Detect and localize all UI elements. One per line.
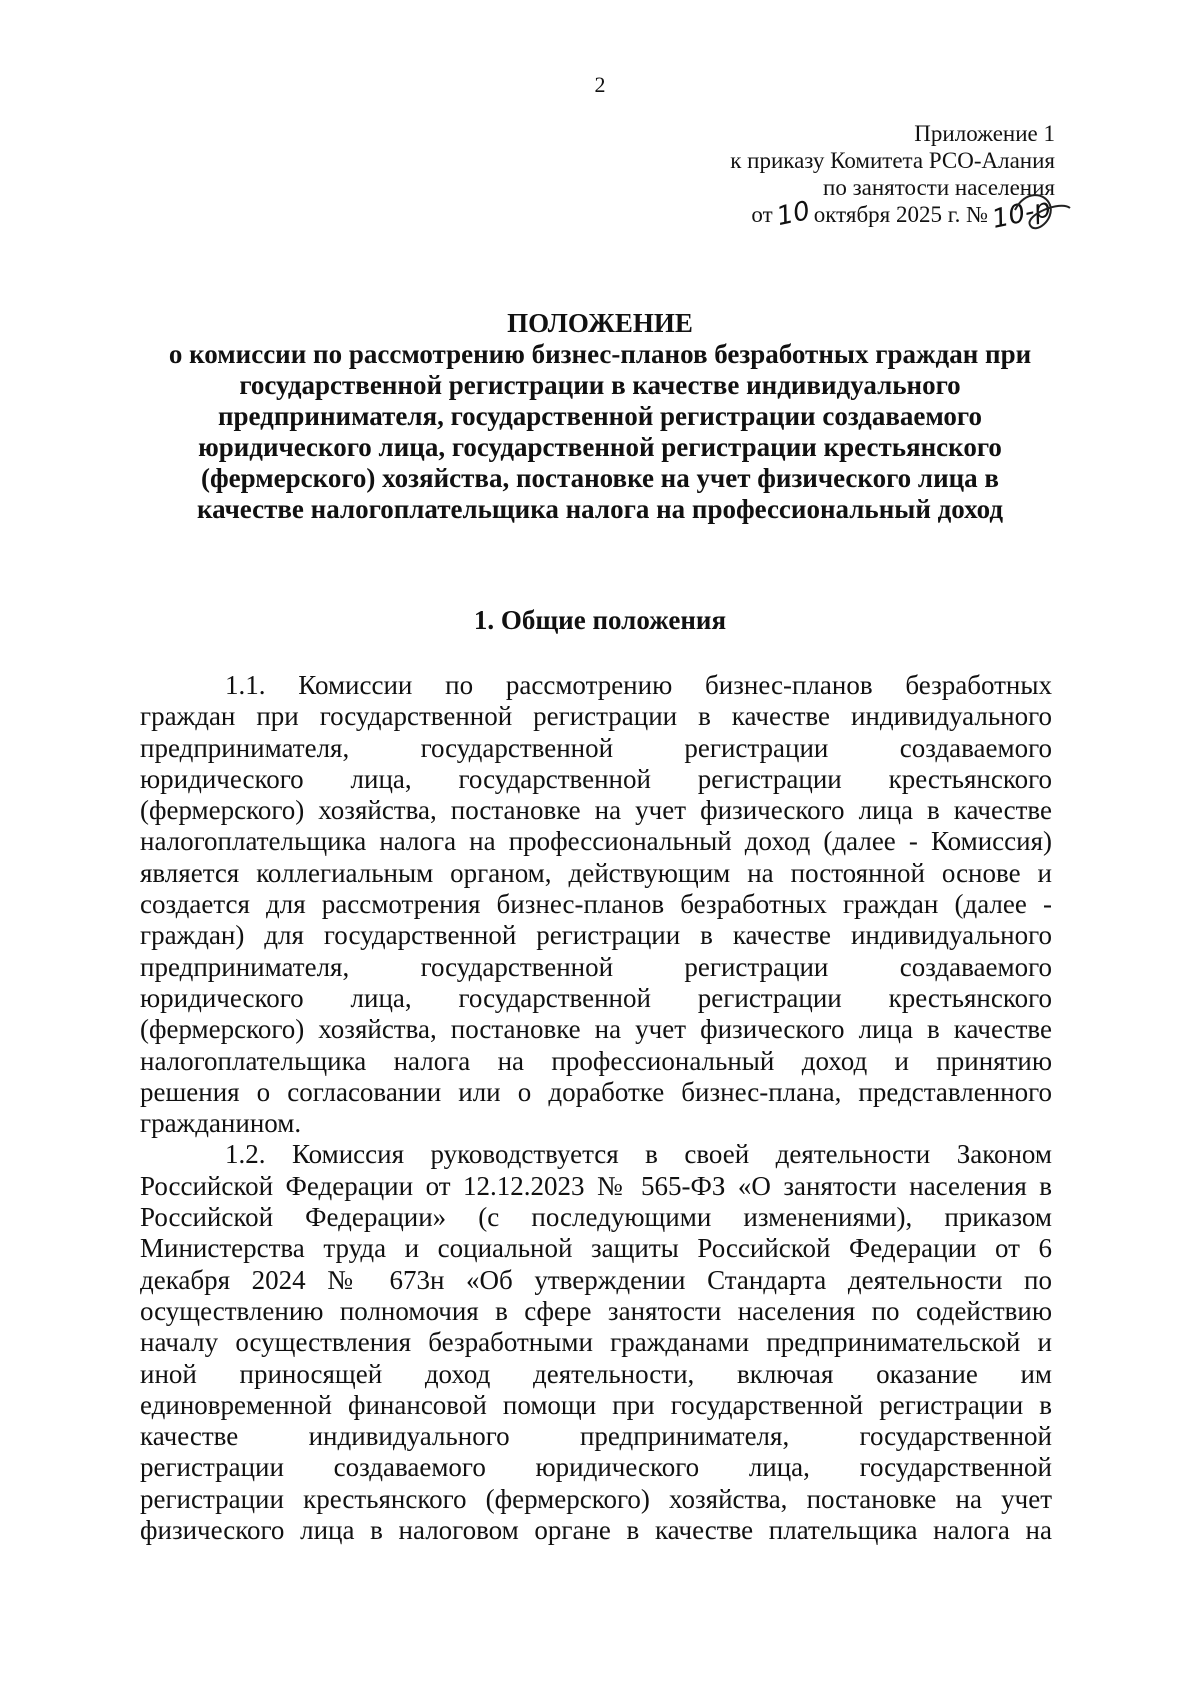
text-line: качестве индивидуального предпринимателя, государственной bbox=[140, 1421, 1052, 1452]
text-line: (фермерского) хозяйства, постановке на учет физического лица в качестве bbox=[140, 795, 1052, 826]
date-prefix: от bbox=[751, 202, 773, 227]
page-number: 2 bbox=[594, 72, 606, 97]
document-title bbox=[140, 308, 1060, 525]
text-line: единовременной финансовой помощи при государственной регистрации в bbox=[140, 1389, 1052, 1420]
section-heading: 1. Общие положения bbox=[473, 605, 727, 635]
title-heading: ПОЛОЖЕНИЕ bbox=[507, 308, 693, 338]
body-text bbox=[140, 670, 1052, 1546]
title-line-1: о комиссии по рассмотрению бизнес-планов безработных граждан при bbox=[168, 339, 1032, 369]
text-line: предпринимателя, государственной регистрации создаваемого bbox=[140, 732, 1052, 763]
title-line-5: (фермерского) хозяйства, постановке на учет физического лица в bbox=[200, 463, 1000, 493]
text-line: Министерства труда и социальной защиты Российской Федерации от 6 bbox=[140, 1233, 1052, 1264]
text-line: (фермерского) хозяйства, постановке на учет физического лица в качестве bbox=[140, 1014, 1052, 1045]
title-line-3: предпринимателя, государственной регистрации создаваемого bbox=[217, 401, 983, 431]
text-line: является коллегиальным органом, действующим на постоянной основе и bbox=[140, 857, 1052, 888]
appendix-committee: по занятости населения bbox=[823, 175, 1055, 200]
text-line: Российской Федерации от 12.12.2023 № 565-ФЗ «О занятости населения в bbox=[140, 1170, 1052, 1201]
text-line: гражданином. bbox=[140, 1108, 302, 1139]
handwriting-flourish-icon bbox=[1005, 180, 1075, 240]
text-line: предпринимателя, государственной регистрации создаваемого bbox=[140, 951, 1052, 982]
handwritten-day: 10 bbox=[773, 195, 813, 233]
text-line: налогоплательщика налога на профессиональный доход и принятию bbox=[140, 1045, 1052, 1076]
title-line-4: юридического лица, государственной регистрации крестьянского bbox=[198, 432, 1002, 462]
text-line: создается для рассмотрения бизнес-планов безработных граждан (далее - bbox=[140, 889, 1052, 920]
text-line: началу осуществления безработными гражданами предпринимательской и bbox=[140, 1327, 1052, 1358]
text-line: Российской Федерации» (с последующими изменениями), приказом bbox=[140, 1202, 1052, 1233]
text-line: декабря 2024 № 673н «Об утверждении Стандарта деятельности по bbox=[140, 1264, 1052, 1295]
text-line: 1.1. Комиссии по рассмотрению бизнес-планов безработных bbox=[225, 670, 1052, 700]
title-line-2: государственной регистрации в качестве индивидуального bbox=[239, 370, 961, 400]
text-line: регистрации создаваемого юридического лица, государственной bbox=[140, 1452, 1052, 1483]
text-line: граждан) для государственной регистрации в качестве индивидуального bbox=[140, 920, 1052, 951]
appendix-title: Приложение 1 bbox=[914, 121, 1055, 146]
text-line: регистрации крестьянского (фермерского) хозяйства, постановке на учет bbox=[140, 1483, 1052, 1514]
text-line: граждан при государственной регистрации в качестве индивидуального bbox=[140, 701, 1052, 732]
text-line: налогоплательщика налога на профессиональный доход (далее - Комиссия) bbox=[140, 826, 1052, 857]
text-line: иной приносящей доход деятельности, включая оказание им bbox=[140, 1358, 1052, 1389]
date-rest: октября 2025 г. № bbox=[813, 202, 989, 227]
handwritten-order-number: 10-р bbox=[989, 193, 1054, 235]
text-line: юридического лица, государственной регистрации крестьянского bbox=[140, 982, 1052, 1013]
title-line-6: качестве налогоплательщика налога на профессиональный доход bbox=[197, 494, 1003, 524]
text-line: решения о согласовании или о доработке бизнес-плана, представленного bbox=[140, 1076, 1052, 1107]
text-line: юридического лица, государственной регистрации крестьянского bbox=[140, 763, 1052, 794]
text-line: физического лица в налоговом органе в качестве плательщика налога на bbox=[140, 1515, 1052, 1546]
text-line: осуществлению полномочия в сфере занятости населения по содействию bbox=[140, 1295, 1052, 1326]
appendix-order-ref: к приказу Комитета РСО-Алания bbox=[730, 148, 1055, 173]
text-line: 1.2. Комиссия руководствуется в своей деятельности Законом bbox=[225, 1139, 1052, 1170]
